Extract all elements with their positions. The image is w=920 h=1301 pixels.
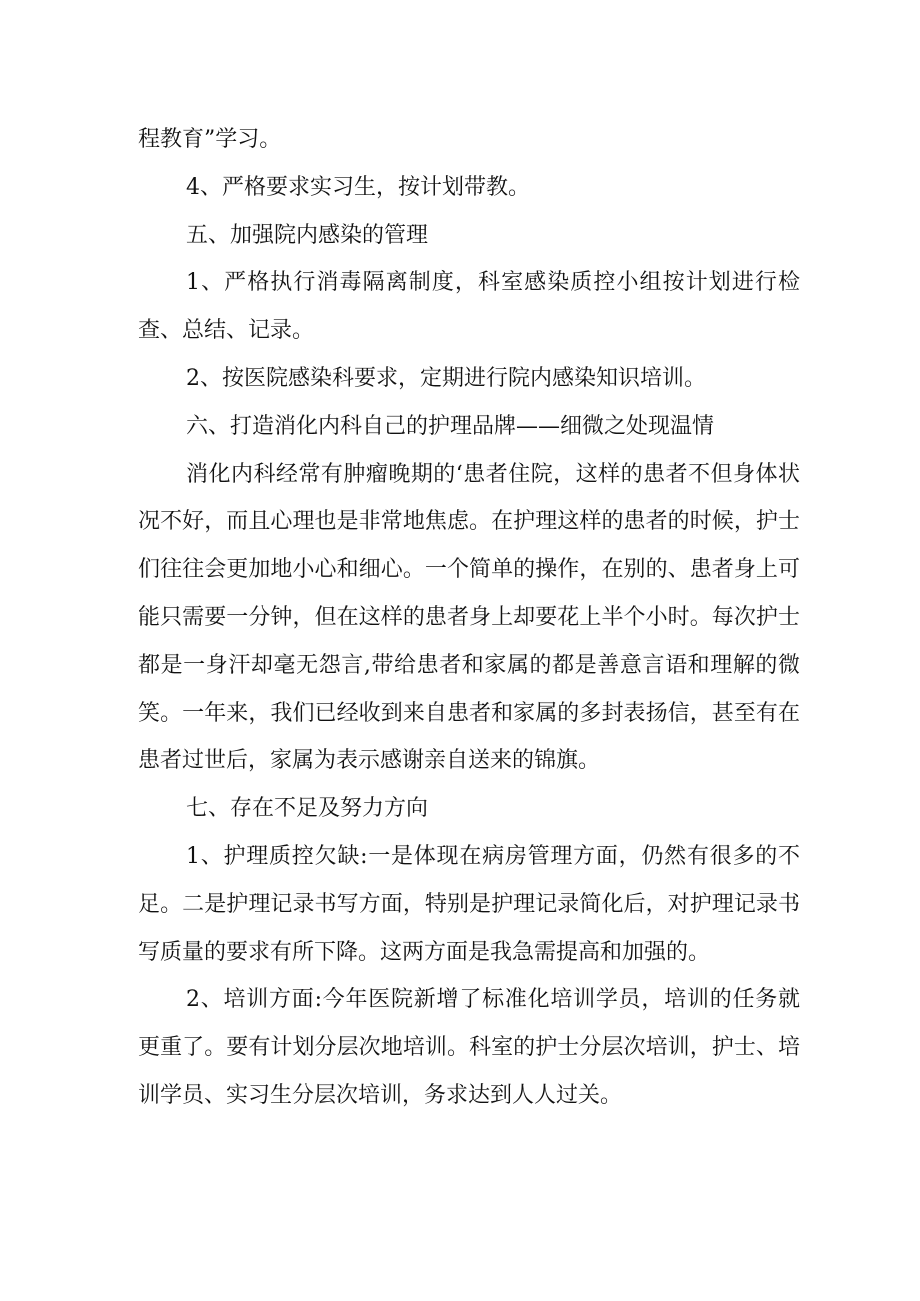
section-heading-7: 七、存在不足及努力方向	[186, 796, 429, 822]
section-heading-6: 六、打造消化内科自己的护理品牌——细微之处现温情	[186, 413, 715, 439]
paragraph-item-5-1: 1、严格执行消毒隔离制度，科室感染质控小组按计划进行检查、总结、记录。	[138, 270, 800, 344]
paragraph-item-4: 4、严格要求实习生，按计划带教。	[186, 174, 530, 200]
paragraph-continuation: 程教育”学习。	[138, 127, 282, 152]
paragraph-item-7-1: 1、护理质控欠缺:一是体现在病房管理方面，仍然有很多的不足。二是护理记录书写方面，特别是护理记录简化后，对护理记录书写质量的要求有所下降。这两方面是我急需提高和加强的。	[138, 843, 800, 965]
paragraph-item-7-2: 2、培训方面:今年医院新增了标准化培训学员，培训的任务就更重了。要有计划分层次地培训。科室的护士分层次培训，护士、培训学员、实习生分层次培训，务求达到人人过关。	[138, 987, 800, 1108]
section-heading-5: 五、加强院内感染的管理	[186, 222, 429, 248]
paragraph-section-6-body: 消化内科经常有肿瘤晚期的‘患者住院，这样的患者不但身体状况不好，而且心理也是非常地焦虑。在护理这样的患者的时候，护士们往往会更加地小心和细心。一个简单的操作，在别的、患者身上可能只需要一分钟，但在这样的患者身上却要花上半个小时。每次护士都是一身汗却毫无怨言,带给患者和家属的都是善意言语和理解的微笑。一年来，我们已经收到来自患者和家属的多封表扬信，甚至有在患者过世后，家属为表示感谢亲自送来的锦旗。	[138, 461, 800, 774]
paragraph-item-5-2: 2、按医院感染科要求，定期进行院内感染知识培训。	[186, 365, 706, 391]
